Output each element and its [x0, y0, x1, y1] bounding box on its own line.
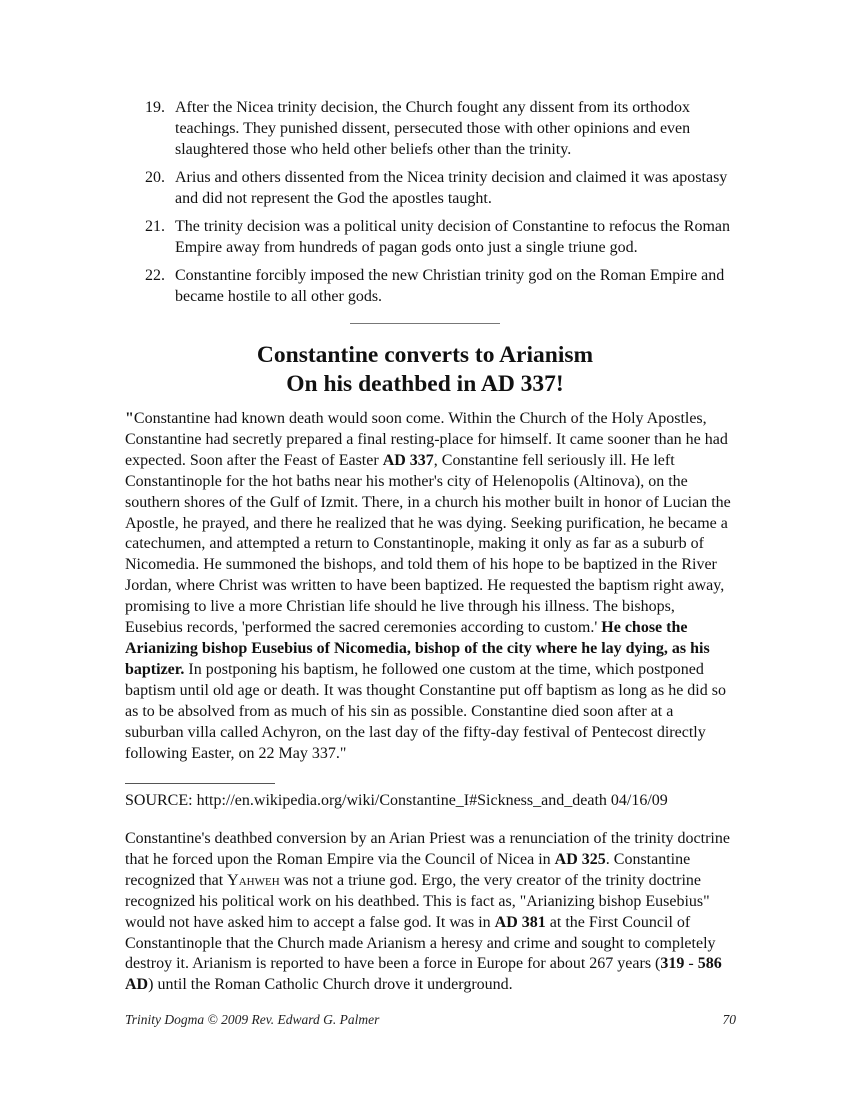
commentary-text: . Constantine recognized that: [125, 850, 691, 889]
list-item-text: Arius and others dissented from the Nicea trinity decision and claimed it was apostasy and did not represent the God the apostles taught.: [175, 169, 728, 207]
commentary-bold-date: 319: [660, 955, 685, 973]
footer-page-number: 70: [722, 1012, 736, 1027]
footnote-rule: [125, 783, 275, 784]
list-item-text: Constantine forcibly imposed the new Christian trinity god on the Roman Empire and became hostile to all other gods.: [175, 267, 725, 305]
list-item-number: 20.: [145, 169, 165, 186]
section-heading: [0, 341, 850, 399]
commentary-paragraph: [125, 829, 735, 996]
list-item: [145, 265, 735, 307]
list-item-text: The trinity decision was a political unity decision of Constantine to refocus the Roman Empire away from hundreds of pagan gods onto just a single triune god.: [175, 218, 730, 256]
open-quote-mark: ": [125, 410, 134, 427]
list-item: [145, 216, 735, 258]
list-item-number: 22.: [145, 267, 165, 284]
heading-line-2: On his deathbed in AD 337!: [286, 371, 564, 397]
commentary-text: ) until the Roman Catholic Church drove it underground.: [148, 976, 513, 994]
commentary-text: at the First Council of Constantinople that the Church made Arianism a heresy and crime and sought to completely destroy it. Arianism is reported to have been a force in Europe for about 267 years (: [125, 913, 716, 973]
section-divider: [350, 323, 500, 324]
commentary-text: was not a triune god. Ergo, the very creator of the trinity doctrine recognized his political work on his deathbed. This is fact as, "Arianizing bishop Eusebius" would not have asked him to accept a false god. It was in: [125, 871, 710, 931]
quoted-paragraph: [125, 409, 735, 764]
quote-text: In postponing his baptism, he followed one custom at the time, which postponed baptism until old age or death. It was thought Constantine put off baptism as long as he did so as to be absolved from as much of his sin as possible. Constantine died soon after at a suburban villa called Achyron, on the last day of the fifty-day festival of Pentecost directly following Easter, on 22 May 337.": [125, 660, 726, 762]
list-item-number: 21.: [145, 218, 165, 235]
quote-text: Constantine had known death would soon come. Within the Church of the Holy Apostles, Constantine had secretly prepared a final resting-place for himself. It came sooner than he had expected. Soon after the Feast of Easter: [125, 410, 728, 469]
list-item-number: 19.: [145, 99, 165, 116]
quote-bold-emphasis: He chose the Arianizing bishop Eusebius of Nicomedia, bishop of the city where he lay dying, as his baptizer.: [125, 619, 710, 678]
quote-bold-date: AD 337: [382, 451, 434, 469]
commentary-text: -: [684, 955, 698, 973]
list-item-text: After the Nicea trinity decision, the Church fought any dissent from its orthodox teachings. They punished dissent, persecuted those with other opinions and even slaughtered those who held other beliefs other than the trinity.: [175, 99, 691, 158]
commentary-bold-date: 586 AD: [125, 955, 722, 994]
source-citation: SOURCE: http://en.wikipedia.org/wiki/Constantine_I#Sickness_and_death 04/16/09: [125, 792, 668, 809]
numbered-list: [145, 97, 735, 314]
commentary-text: Constantine's deathbed conversion by an Arian Priest was a renunciation of the trinity doctrine that he forced upon the Roman Empire via the Council of Nicea in: [125, 830, 730, 868]
commentary-smallcaps-name: Yahweh: [227, 871, 280, 889]
commentary-bold-date: AD 325: [554, 850, 606, 868]
list-item: [145, 167, 735, 209]
commentary-bold-date: AD 381: [494, 913, 546, 931]
list-item: [145, 97, 735, 160]
quote-text: , Constantine fell seriously ill. He left Constantinople for the hot baths near his mother's city of Helenopolis (Altinova), on the southern shores of the Gulf of Izmit. There, in a church his mother built in honor of Lucian the Apostle, he prayed, and there he realized that he was dying. Seeking purification, he became a catechumen, and attempted a return to Constantinople, making it only as far as a suburb of Nicomedia. He summoned the bishops, and told them of his hope to be baptized in the River Jordan, where Christ was written to have been baptized. He requested the baptism right away, promising to live a more Christian life should he live through his illness. The bishops, Eusebius records, 'performed the sacred ceremonies according to custom.': [125, 451, 731, 637]
footer-copyright: Trinity Dogma © 2009 Rev. Edward G. Palmer: [125, 1012, 380, 1027]
heading-line-1: Constantine converts to Arianism: [256, 342, 594, 368]
